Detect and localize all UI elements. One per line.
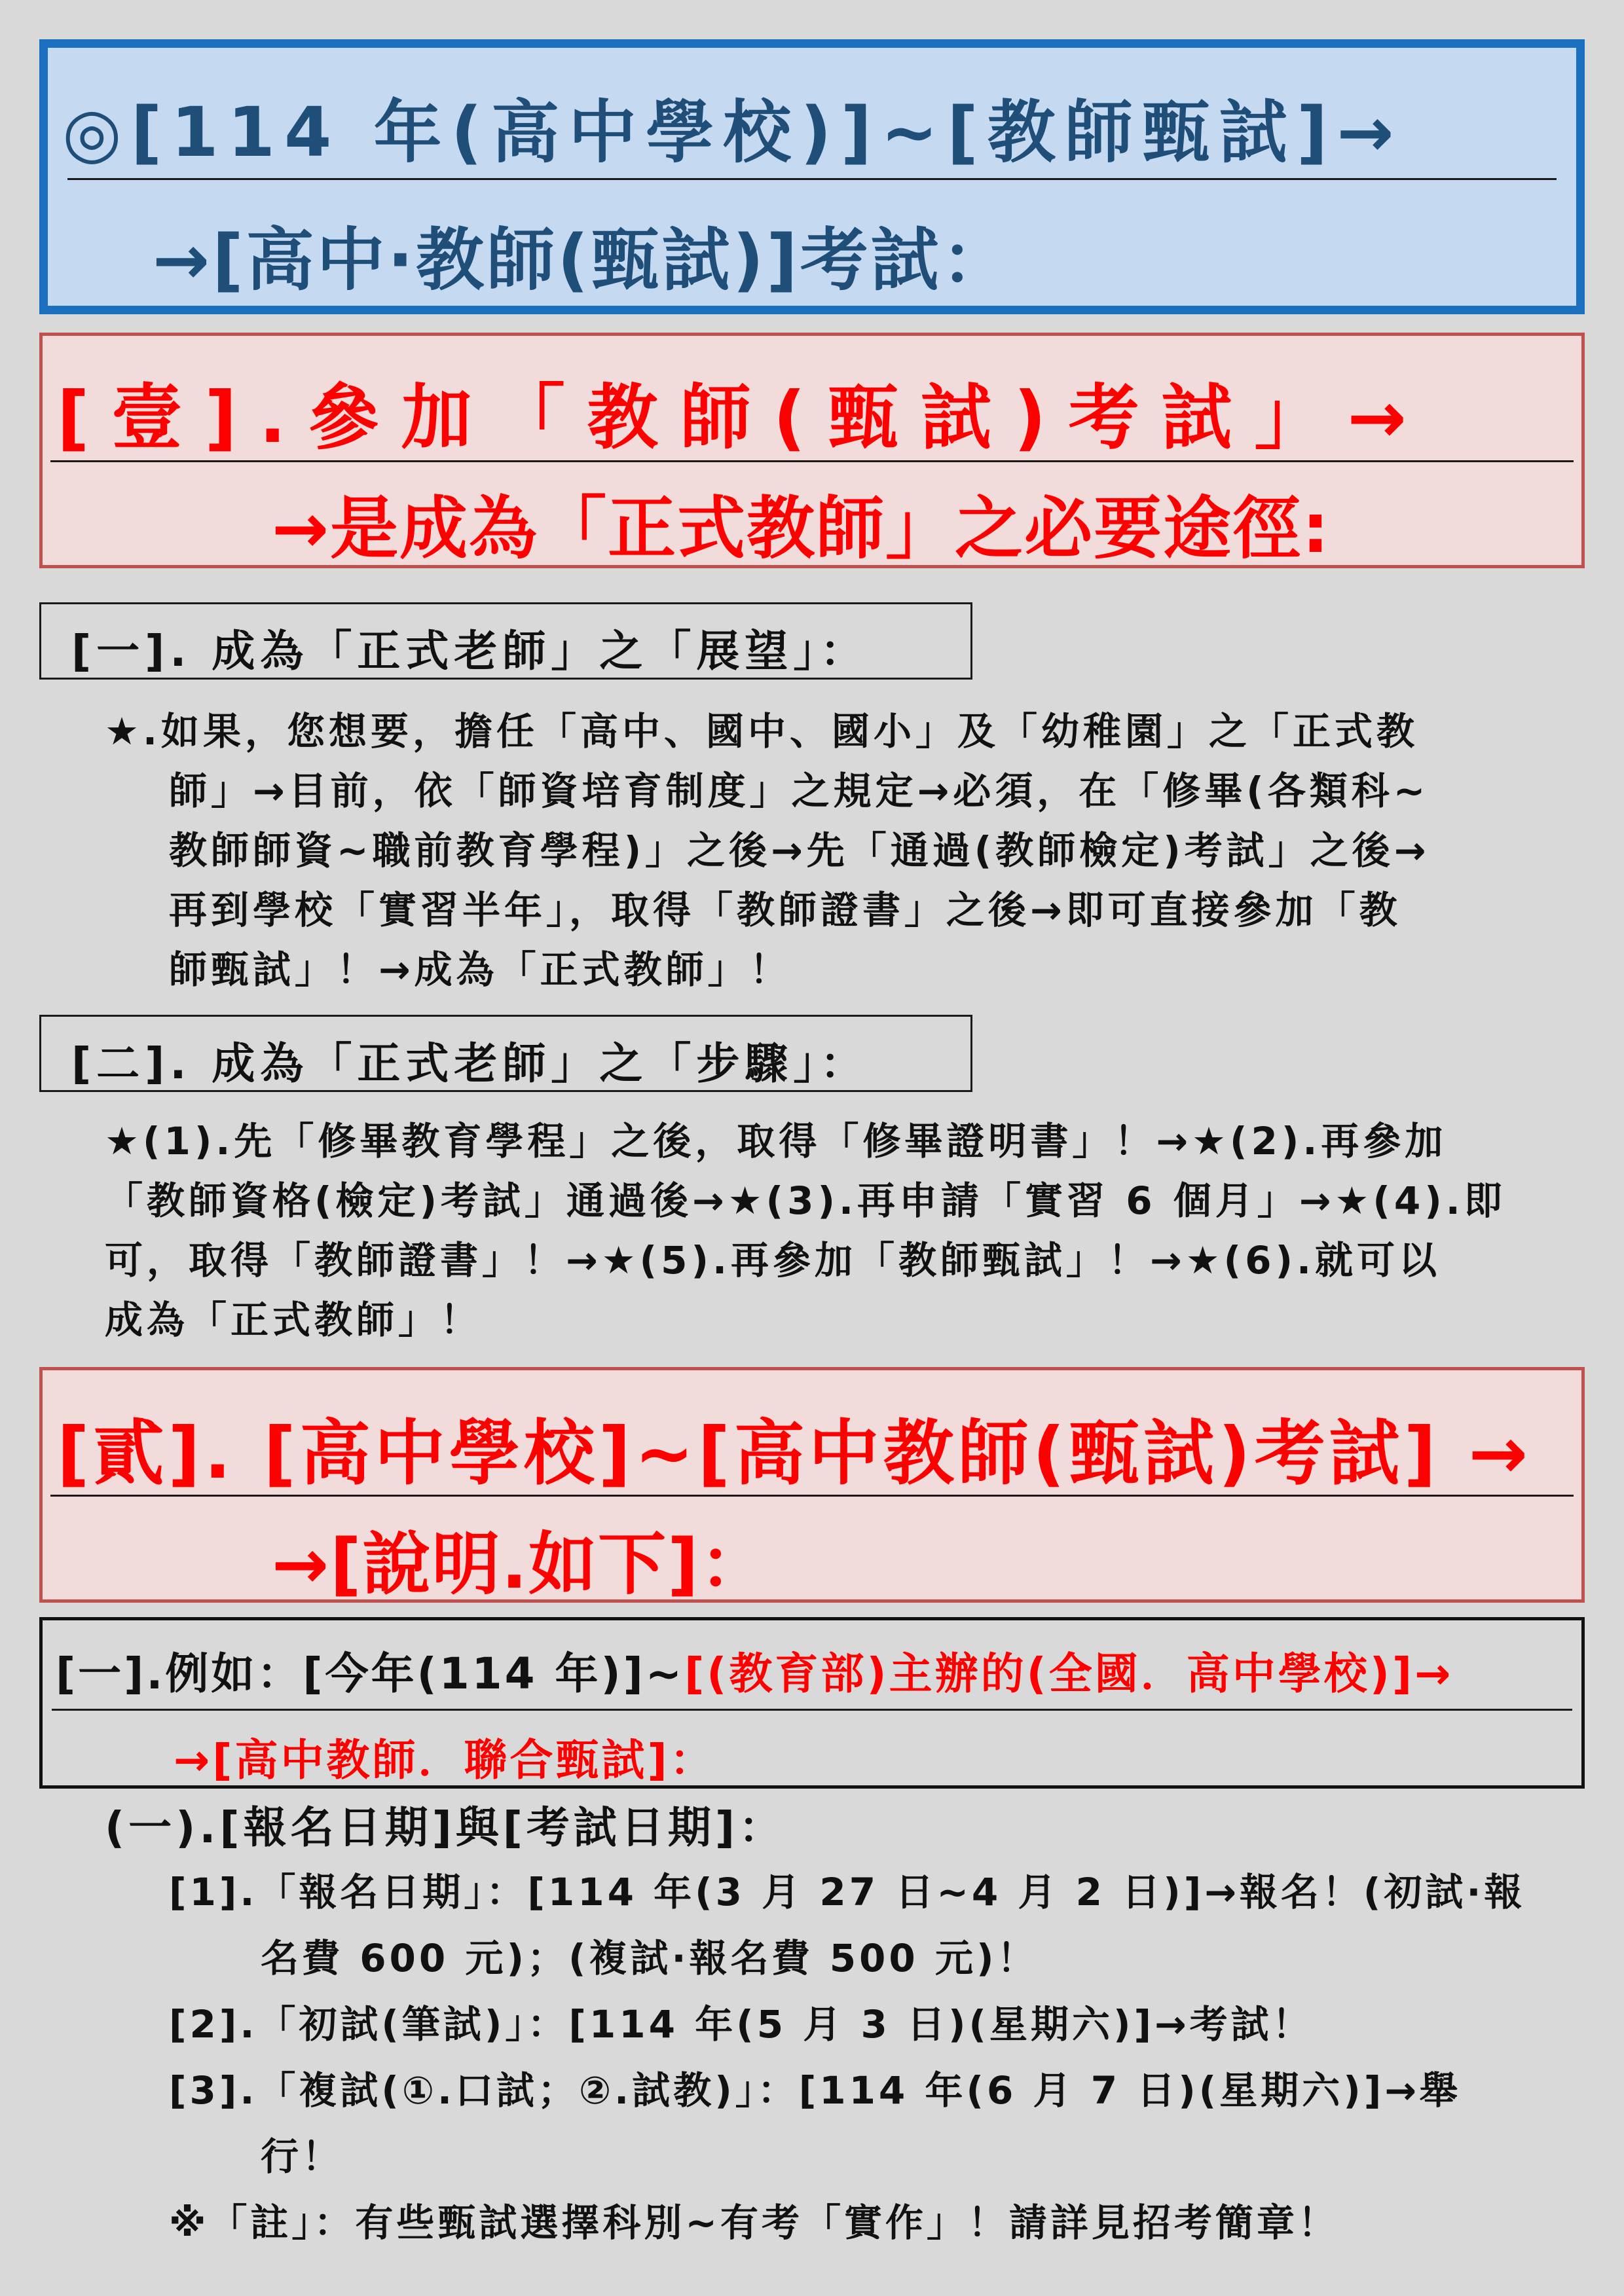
dates-item-second-exam: [3].「複試(①.口試；②.試教)」：[114 年(6 月 7 日)(星期六)]→舉	[169, 2068, 1461, 2113]
prospect-paragraph	[105, 702, 1430, 1000]
title-line-2: →[高中·教師(甄試)]考試：	[153, 220, 1012, 300]
subheading-prospect: [一]. 成為「正式老師」之「展望」：	[71, 626, 869, 676]
dates-heading: (一).[報名日期]與[考試日期]：	[105, 1802, 786, 1853]
paragraph-line: 師甄試」！→成為「正式教師」！	[169, 947, 792, 992]
paragraph-line: 可，取得「教師證書」！→★(5).再參加「教師甄試」！→★(6).就可以	[105, 1238, 1441, 1283]
paragraph-line: 「教師資格(檢定)考試」通過後→★(3).再申請「實習 6 個月」→★(4).即	[105, 1178, 1506, 1223]
section-2-heading-line-1: [貳]. [高中學校]~[高中教師(甄試)考試] →	[57, 1413, 1532, 1495]
example-line-2: →[高中教師．聯合甄試]：	[174, 1735, 716, 1785]
subheading-steps-box	[39, 1015, 972, 1092]
paragraph-line: ★.如果，您想要，擔任「高中、國中、國小」及「幼稚園」之「正式教	[105, 709, 1419, 754]
dates-list	[169, 1859, 1525, 2256]
example-line-1	[56, 1639, 1453, 1701]
steps-paragraph	[105, 1112, 1506, 1350]
paragraph-line: 師」→目前，依「師資培育制度」之規定→必須，在「修畢(各類科~	[169, 769, 1430, 813]
dates-item-second-exam-cont: 行！	[261, 2134, 344, 2179]
section-1-divider	[50, 460, 1574, 462]
section-1-heading-line-2: →是成為「正式教師」之必要途徑:	[272, 488, 1331, 568]
section-1-heading-line-1: [壹].參加「教師(甄試)考試」→	[57, 377, 1429, 459]
example-box	[39, 1617, 1585, 1789]
dates-item-registration: [1].「報名日期」：[114 年(3 月 27 日~4 月 2 日)]→報名！(初試·報	[169, 1870, 1526, 1914]
section-2-heading-line-2: →[說明.如下]：	[272, 1524, 769, 1604]
section-1-heading-box	[39, 333, 1585, 568]
paragraph-line: 成為「正式教師」！	[105, 1298, 483, 1342]
dates-item-written-exam: [2].「初試(筆試)」：[114 年(5 月 3 日)(星期六)]→考試！	[169, 2002, 1314, 2047]
title-line-1: ◎[114 年(高中學校)]~[教師甄試]→	[62, 92, 1403, 172]
dates-item-registration-cont: 名費 600 元)；(複試·報名費 500 元)！	[261, 1936, 1039, 1980]
example-divider	[52, 1709, 1572, 1711]
title-box	[39, 39, 1585, 314]
paragraph-line: 教師師資~職前教育學程)」之後→先「通過(教師檢定)考試」之後→	[169, 828, 1430, 873]
example-line-1-highlight: [(教育部)主辦的(全國．高中學校)]→	[684, 1649, 1454, 1699]
paragraph-line: 再到學校「實習半年」，取得「教師證書」之後→即可直接參加「教	[169, 888, 1401, 932]
section-2-heading-box	[39, 1367, 1585, 1603]
dates-note: ※「註」：有些甄試選擇科別~有考「實作」！請詳見招考簡章！	[169, 2200, 1339, 2245]
section-2-divider	[50, 1495, 1574, 1497]
subheading-prospect-box	[39, 602, 972, 680]
example-line-1-intro: [一].例如：[今年(114 年)]~	[56, 1649, 685, 1699]
title-divider	[67, 178, 1557, 180]
paragraph-line: ★(1).先「修畢教育學程」之後，取得「修畢證明書」！→★(2).再參加	[105, 1119, 1447, 1163]
subheading-steps: [二]. 成為「正式老師」之「步驟」：	[71, 1038, 869, 1089]
